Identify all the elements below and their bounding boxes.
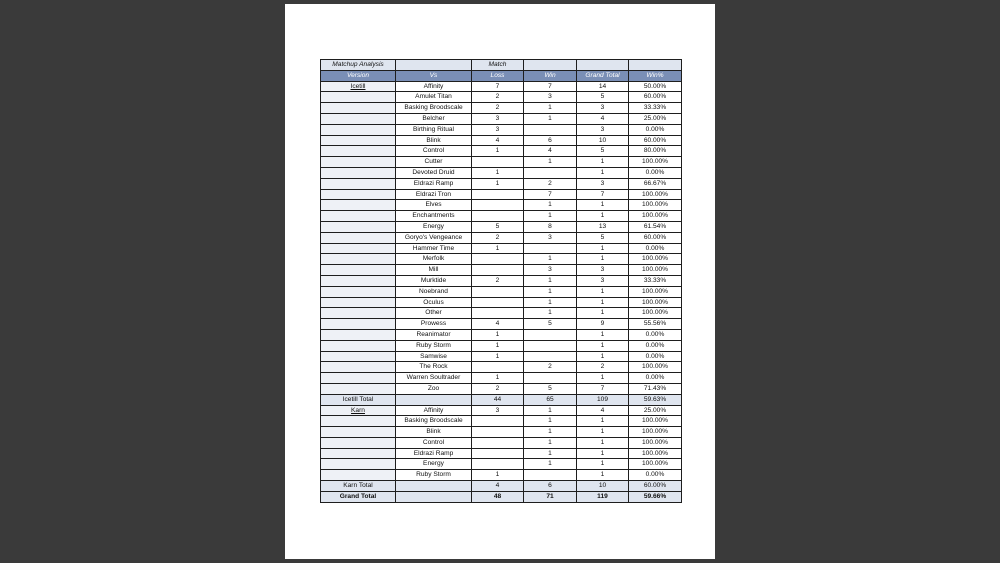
table-row [321,103,682,114]
win-cell: 1 [524,275,577,286]
version-cell [321,319,396,330]
win-cell [524,373,577,384]
version-cell [321,221,396,232]
version-cell [321,297,396,308]
loss-cell: 1 [472,243,524,254]
loss-cell: 1 [472,373,524,384]
win-pct-cell: 100.00% [629,416,682,427]
vs-cell: Elves [396,200,472,211]
version-cell [321,427,396,438]
win-pct-cell: 60.00% [629,232,682,243]
total-cell: 1 [577,243,629,254]
header-version: Version [321,70,396,81]
version-name: Icetill [350,82,366,90]
table-row [321,351,682,362]
table-row [321,308,682,319]
table-row [321,124,682,135]
version-cell [321,157,396,168]
total-cell: 1 [577,340,629,351]
total-cell: 1 [577,200,629,211]
loss-cell [472,286,524,297]
loss-cell: 3 [472,405,524,416]
loss-cell: 3 [472,124,524,135]
table-row [321,329,682,340]
group-total-total: 109 [577,394,629,405]
win-pct-cell: 100.00% [629,362,682,373]
total-cell: 1 [577,427,629,438]
total-cell: 14 [577,81,629,92]
vs-cell: Energy [396,459,472,470]
version-cell [321,254,396,265]
total-cell: 3 [577,275,629,286]
loss-cell: 4 [472,135,524,146]
total-cell: 1 [577,308,629,319]
loss-cell: 5 [472,221,524,232]
loss-cell: 1 [472,351,524,362]
win-pct-cell: 100.00% [629,189,682,200]
version-cell [321,178,396,189]
vs-cell: Hammer Time [396,243,472,254]
loss-cell: 1 [472,340,524,351]
vs-cell: Affinity [396,81,472,92]
win-pct-cell: 0.00% [629,351,682,362]
table-row [321,189,682,200]
version-cell [321,373,396,384]
vs-cell: Murktide [396,275,472,286]
loss-cell: 1 [472,146,524,157]
table-row [321,243,682,254]
table-row [321,416,682,427]
loss-cell [472,157,524,168]
win-cell: 1 [524,103,577,114]
win-pct-cell: 60.00% [629,135,682,146]
win-cell: 2 [524,362,577,373]
win-pct-cell: 33.33% [629,103,682,114]
version-cell [321,103,396,114]
vs-cell: Oculus [396,297,472,308]
table-row [321,157,682,168]
win-pct-cell: 100.00% [629,308,682,319]
version-cell [321,340,396,351]
win-cell: 1 [524,113,577,124]
total-cell: 1 [577,437,629,448]
win-pct-cell: 100.00% [629,254,682,265]
total-cell: 3 [577,124,629,135]
loss-cell [472,416,524,427]
vs-cell: Belcher [396,113,472,124]
version-cell [321,362,396,373]
total-cell: 5 [577,232,629,243]
table-row [321,297,682,308]
table-row [321,254,682,265]
loss-cell [472,265,524,276]
win-pct-cell: 61.54% [629,221,682,232]
win-pct-cell: 0.00% [629,373,682,384]
version-cell [321,243,396,254]
total-cell: 1 [577,167,629,178]
vs-cell: Basking Broodscale [396,103,472,114]
loss-cell [472,362,524,373]
version-cell [321,81,396,92]
win-cell: 1 [524,308,577,319]
version-cell [321,135,396,146]
version-cell [321,189,396,200]
win-pct-cell: 71.43% [629,383,682,394]
report-title: Matchup Analysis [321,60,396,71]
vs-cell: Goryo's Vengeance [396,232,472,243]
header-win: Win [524,70,577,81]
vs-cell: Eldrazi Ramp [396,448,472,459]
win-pct-cell: 80.00% [629,146,682,157]
vs-cell: Other [396,308,472,319]
version-cell [321,470,396,481]
win-pct-cell: 100.00% [629,286,682,297]
loss-cell: 1 [472,167,524,178]
table-header-row [321,70,682,81]
win-cell [524,470,577,481]
vs-cell: Basking Broodscale [396,416,472,427]
version-cell [321,92,396,103]
vs-cell: Control [396,146,472,157]
grand-total-empty [396,491,472,502]
win-cell: 5 [524,383,577,394]
vs-cell: Control [396,437,472,448]
win-cell [524,329,577,340]
total-cell: 13 [577,221,629,232]
loss-cell: 7 [472,81,524,92]
table-row [321,470,682,481]
version-cell [321,459,396,470]
loss-cell: 1 [472,178,524,189]
version-name: Karn [351,406,365,414]
table-row [321,340,682,351]
win-cell: 5 [524,319,577,330]
version-cell [321,113,396,124]
total-cell: 5 [577,146,629,157]
vs-cell: Ruby Storm [396,470,472,481]
table-row [321,265,682,276]
meta-empty-cell [396,60,472,71]
version-cell [321,351,396,362]
group-total-total: 10 [577,481,629,492]
vs-cell: Ruby Storm [396,340,472,351]
table-row [321,459,682,470]
loss-cell: 2 [472,92,524,103]
version-cell [321,448,396,459]
vs-cell: Merfolk [396,254,472,265]
total-cell: 7 [577,383,629,394]
vs-cell: Zoo [396,383,472,394]
vs-cell: Eldrazi Ramp [396,178,472,189]
vs-cell: Energy [396,221,472,232]
vs-cell: Devoted Druid [396,167,472,178]
win-pct-cell: 0.00% [629,124,682,135]
table-row [321,167,682,178]
loss-cell [472,254,524,265]
match-label: Match [472,60,524,71]
vs-cell: Samwise [396,351,472,362]
vs-cell: Cutter [396,157,472,168]
total-cell: 1 [577,157,629,168]
meta-empty-cell [577,60,629,71]
version-cell [321,416,396,427]
win-cell: 1 [524,297,577,308]
loss-cell: 1 [472,329,524,340]
table-row [321,113,682,124]
win-pct-cell: 0.00% [629,167,682,178]
total-cell: 1 [577,211,629,222]
win-cell: 1 [524,211,577,222]
win-cell [524,243,577,254]
table-row [321,92,682,103]
win-cell: 1 [524,416,577,427]
win-pct-cell: 66.67% [629,178,682,189]
table-row [321,221,682,232]
win-cell: 1 [524,286,577,297]
total-cell: 1 [577,448,629,459]
win-cell: 1 [524,427,577,438]
loss-cell: 4 [472,319,524,330]
version-cell [321,329,396,340]
win-pct-cell: 100.00% [629,265,682,276]
win-pct-cell: 25.00% [629,113,682,124]
vs-cell: Warren Soultrader [396,373,472,384]
win-pct-cell: 100.00% [629,157,682,168]
table-row [321,211,682,222]
loss-cell [472,437,524,448]
version-cell [321,200,396,211]
table-row [321,275,682,286]
vs-cell: Noebrand [396,286,472,297]
win-cell: 3 [524,232,577,243]
table-row [321,362,682,373]
group-total-pct: 59.63% [629,394,682,405]
table-row [321,319,682,330]
total-cell: 1 [577,351,629,362]
total-cell: 3 [577,178,629,189]
document-page [285,4,715,559]
win-cell: 1 [524,459,577,470]
group-total-loss: 44 [472,394,524,405]
vs-cell: Mill [396,265,472,276]
loss-cell [472,297,524,308]
win-cell: 3 [524,265,577,276]
loss-cell [472,448,524,459]
group-total-label: Karn Total [321,481,396,492]
version-cell [321,437,396,448]
win-cell [524,340,577,351]
loss-cell [472,200,524,211]
version-cell [321,124,396,135]
total-cell: 5 [577,92,629,103]
win-cell: 1 [524,448,577,459]
win-pct-cell: 25.00% [629,405,682,416]
table-row [321,81,682,92]
win-pct-cell: 100.00% [629,459,682,470]
table-row [321,286,682,297]
table-row [321,427,682,438]
vs-cell: The Rock [396,362,472,373]
group-total-pct: 60.00% [629,481,682,492]
win-cell: 8 [524,221,577,232]
group-total-win: 65 [524,394,577,405]
vs-cell: Affinity [396,405,472,416]
version-cell [321,383,396,394]
header-vs: Vs [396,70,472,81]
table-row [321,200,682,211]
matchup-pivot-table [320,59,682,503]
grand-total-pct: 59.66% [629,491,682,502]
total-cell: 1 [577,297,629,308]
grand-total-label: Grand Total [321,491,396,502]
table-row [321,146,682,157]
win-pct-cell: 0.00% [629,243,682,254]
total-cell: 4 [577,405,629,416]
table-row [321,232,682,243]
win-cell: 4 [524,146,577,157]
vs-cell: Birthing Ritual [396,124,472,135]
win-pct-cell: 0.00% [629,340,682,351]
version-cell [321,211,396,222]
total-cell: 2 [577,362,629,373]
win-cell: 7 [524,81,577,92]
loss-cell [472,308,524,319]
table-meta-row [321,60,682,71]
vs-cell: Reanimator [396,329,472,340]
loss-cell: 2 [472,383,524,394]
vs-cell: Eldrazi Tron [396,189,472,200]
table-row [321,135,682,146]
win-cell: 1 [524,405,577,416]
grand-total-loss: 48 [472,491,524,502]
vs-cell: Blink [396,135,472,146]
win-cell: 6 [524,135,577,146]
meta-empty-cell [629,60,682,71]
group-total-win: 6 [524,481,577,492]
total-cell: 1 [577,329,629,340]
win-pct-cell: 50.00% [629,81,682,92]
win-pct-cell: 33.33% [629,275,682,286]
total-cell: 1 [577,286,629,297]
win-pct-cell: 0.00% [629,329,682,340]
vs-cell: Blink [396,427,472,438]
total-cell: 3 [577,265,629,276]
version-cell [321,405,396,416]
table-row [321,437,682,448]
total-cell: 3 [577,103,629,114]
group-total-empty [396,394,472,405]
win-cell: 1 [524,437,577,448]
meta-empty-cell [524,60,577,71]
win-pct-cell: 100.00% [629,211,682,222]
vs-cell: Enchantments [396,211,472,222]
table-row [321,448,682,459]
version-cell [321,167,396,178]
loss-cell: 2 [472,232,524,243]
win-cell: 7 [524,189,577,200]
group-total-label: Icetill Total [321,394,396,405]
win-cell: 1 [524,254,577,265]
total-cell: 10 [577,135,629,146]
version-cell [321,232,396,243]
loss-cell [472,427,524,438]
grand-total-win: 71 [524,491,577,502]
win-cell [524,351,577,362]
total-cell: 1 [577,373,629,384]
total-cell: 1 [577,416,629,427]
group-total-row [321,481,682,492]
total-cell: 1 [577,459,629,470]
group-total-row [321,394,682,405]
total-cell: 1 [577,254,629,265]
win-pct-cell: 0.00% [629,470,682,481]
win-pct-cell: 60.00% [629,92,682,103]
loss-cell [472,211,524,222]
vs-cell: Prowess [396,319,472,330]
win-cell [524,167,577,178]
total-cell: 7 [577,189,629,200]
header-win-pct: Win% [629,70,682,81]
version-cell [321,275,396,286]
table-row [321,405,682,416]
version-cell [321,308,396,319]
table-row [321,383,682,394]
win-pct-cell: 100.00% [629,437,682,448]
header-grand-total: Grand Total [577,70,629,81]
win-cell: 1 [524,157,577,168]
version-cell [321,286,396,297]
group-total-loss: 4 [472,481,524,492]
loss-cell [472,459,524,470]
group-total-empty [396,481,472,492]
table-row [321,373,682,384]
win-pct-cell: 100.00% [629,200,682,211]
loss-cell: 2 [472,103,524,114]
vs-cell: Amulet Titan [396,92,472,103]
win-cell: 2 [524,178,577,189]
win-pct-cell: 55.56% [629,319,682,330]
total-cell: 4 [577,113,629,124]
win-pct-cell: 100.00% [629,448,682,459]
win-pct-cell: 100.00% [629,297,682,308]
grand-total-total: 119 [577,491,629,502]
header-loss: Loss [472,70,524,81]
loss-cell: 1 [472,470,524,481]
grand-total-row [321,491,682,502]
win-cell: 3 [524,92,577,103]
version-cell [321,146,396,157]
loss-cell: 2 [472,275,524,286]
total-cell: 1 [577,470,629,481]
loss-cell: 3 [472,113,524,124]
table-row [321,178,682,189]
version-cell [321,265,396,276]
loss-cell [472,189,524,200]
win-cell: 1 [524,200,577,211]
total-cell: 9 [577,319,629,330]
win-cell [524,124,577,135]
win-pct-cell: 100.00% [629,427,682,438]
